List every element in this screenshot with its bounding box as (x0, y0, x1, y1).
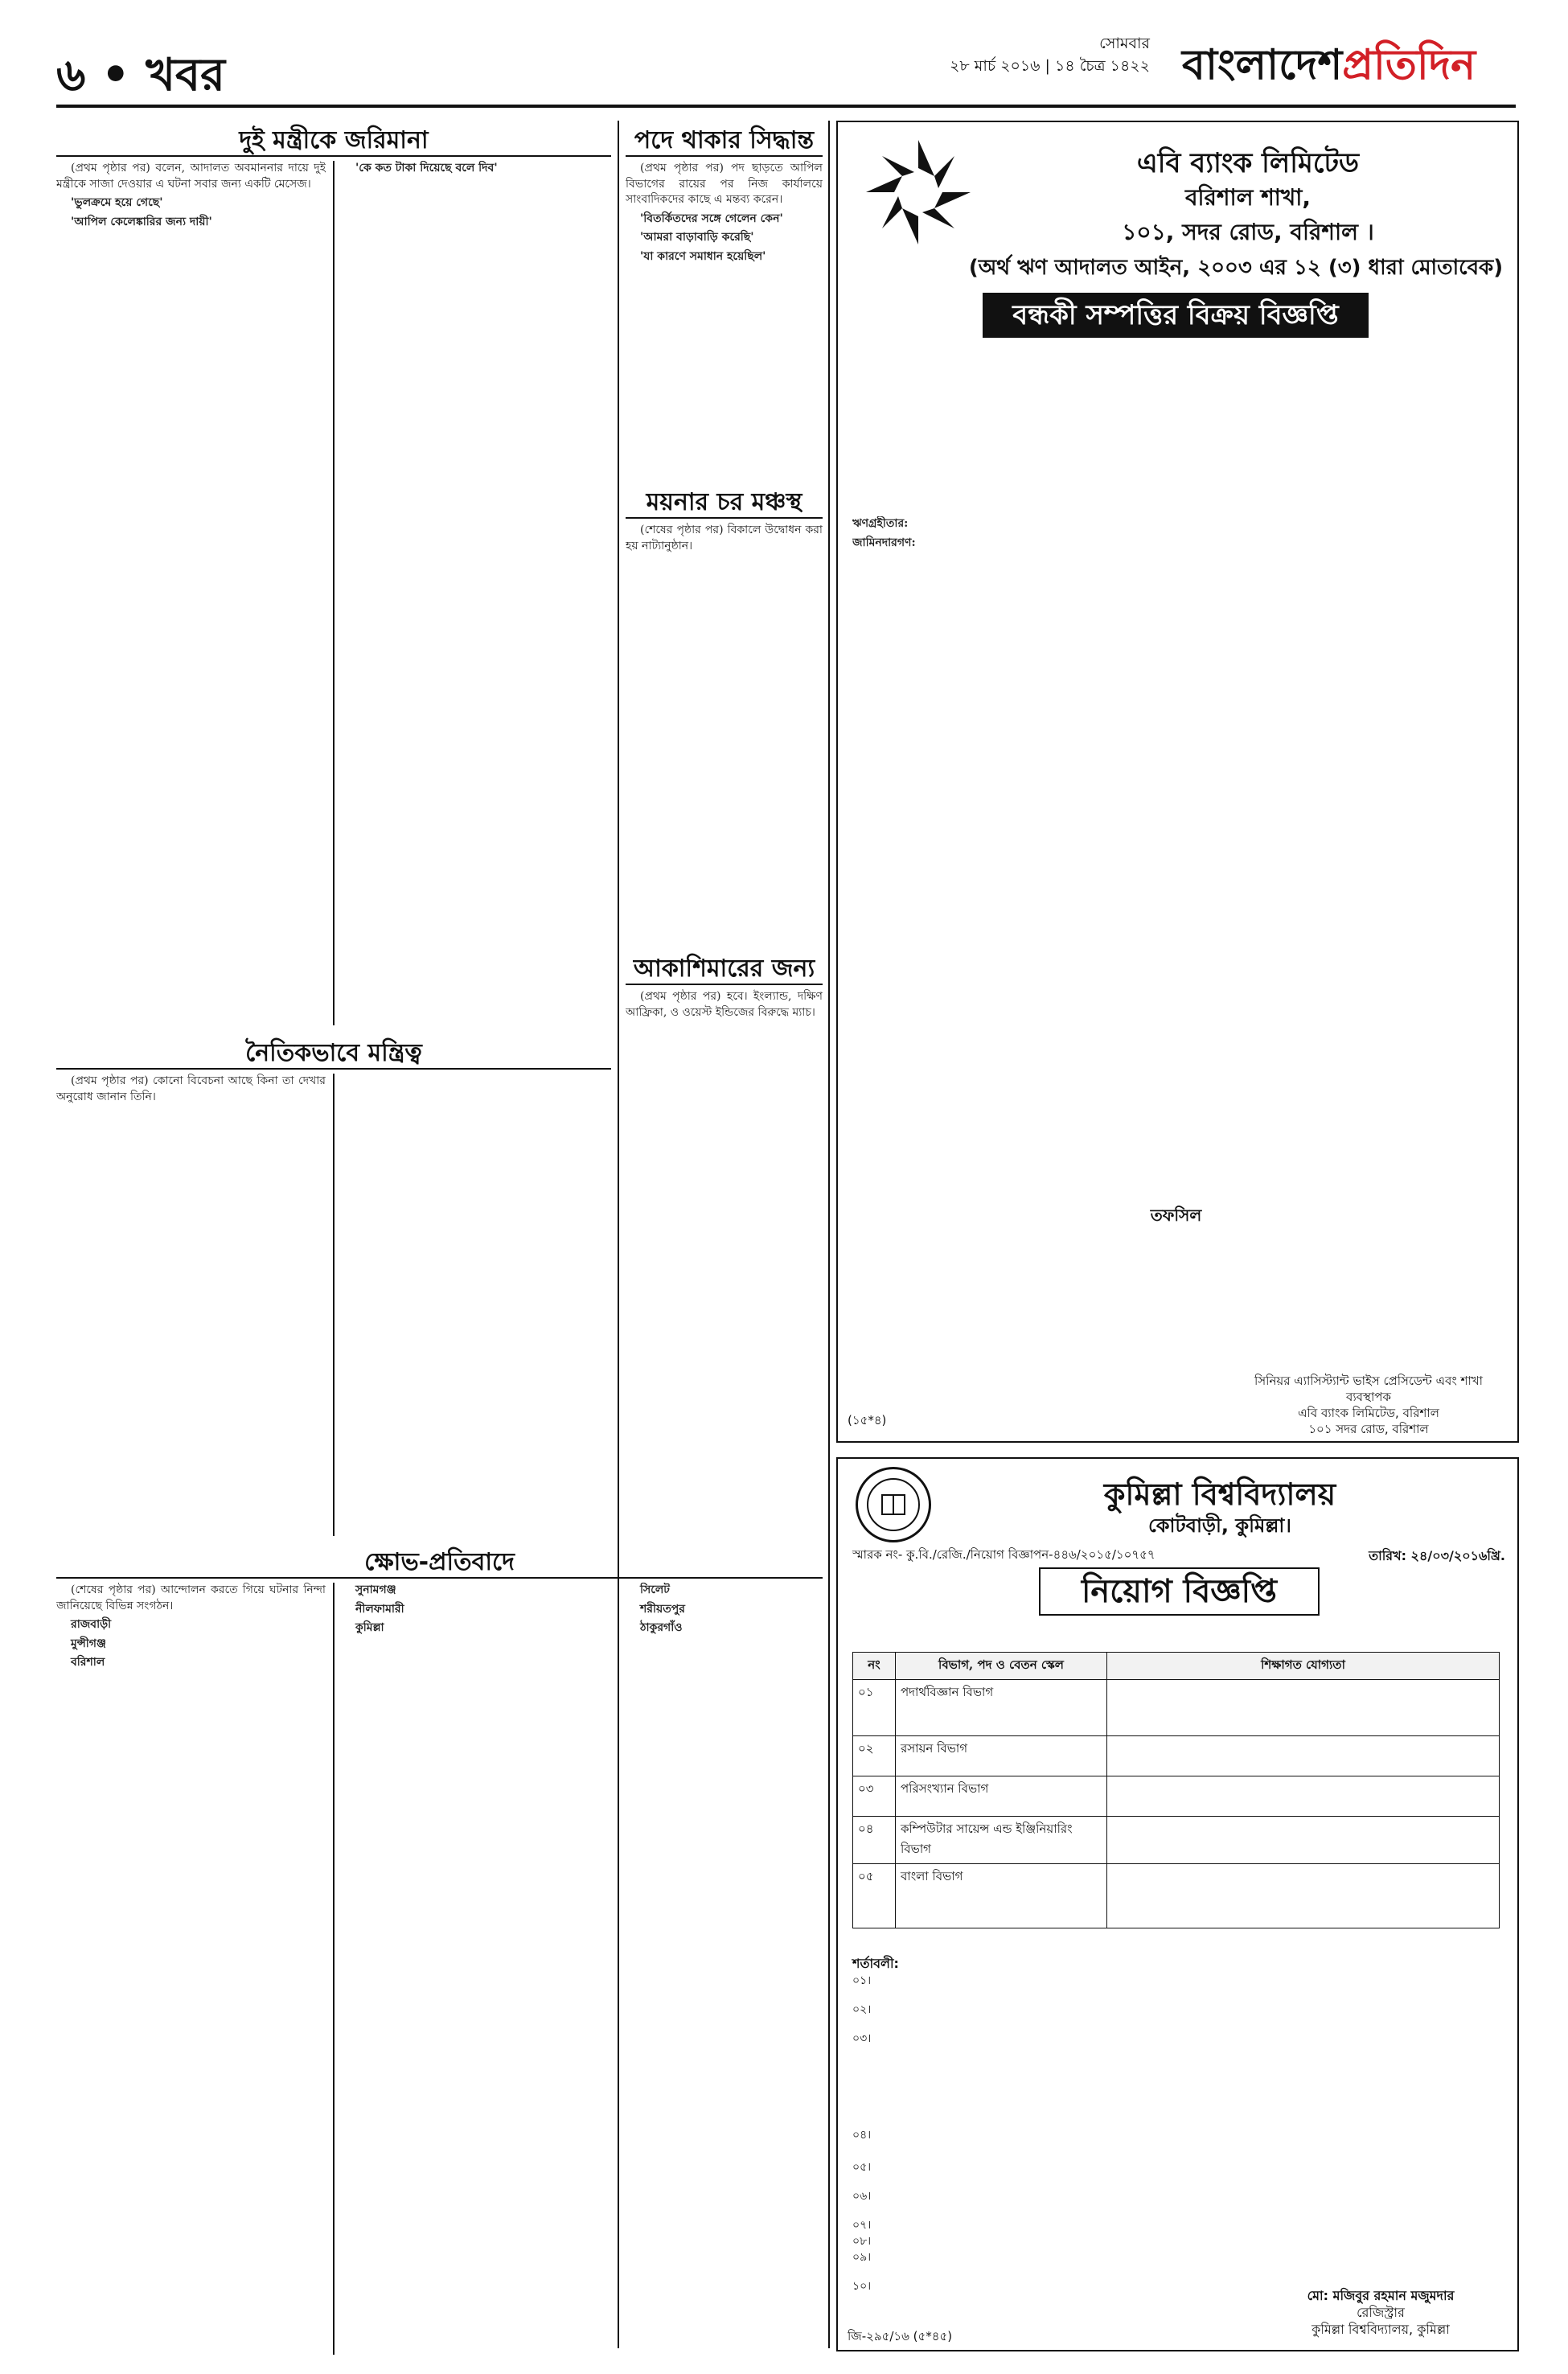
newspaper-logo (1182, 32, 1476, 102)
row-dept: রসায়ন বিভাগ (896, 1736, 1107, 1776)
article-body-3 (626, 523, 823, 945)
subhead: 'আমরা বাড়াবাড়ি করেছি' (640, 231, 754, 244)
conditions-heading: শর্তাবলী: (852, 1956, 899, 1971)
signatory-name: মো: মজিবুর রহমান মজুমদার (1307, 2288, 1455, 2303)
divider (626, 155, 823, 157)
university-location: কোটবাড়ী, কুমিল্লা। (1148, 1514, 1291, 1537)
dateline: মুন্সীগঞ্জ (71, 1637, 106, 1650)
debtor-heading: ঋণগ্রহীতার: (852, 517, 909, 530)
dateline: বরিশাল (71, 1656, 105, 1669)
article-title-5: নৈতিকভাবে মন্ত্রিত্ব (245, 1039, 422, 1067)
article-body-6c (626, 1583, 823, 2355)
column-rule (828, 121, 830, 2348)
signatory-title: রেজিস্ট্রার (1357, 2305, 1405, 2320)
article-lead: (শেষের পৃষ্ঠার পর) আন্দোলন করতে গিয়ে ঘটনার নিন্দা জানিয়েছে বিভিন্ন সংগঠন। (56, 1583, 326, 1612)
row-dept: পদার্থবিজ্ঞান বিভাগ (896, 1680, 1107, 1736)
article-body-2 (626, 161, 823, 478)
dateline: নীলফামারী (355, 1602, 404, 1616)
article-body-1a (56, 161, 326, 1025)
guarantor-heading: জামিনদারগণ: (852, 536, 916, 549)
bank-name: এবি ব্যাংক লিমিটেড (1136, 147, 1360, 179)
bank-logo (858, 132, 979, 253)
row-qualification (1107, 1864, 1500, 1928)
article-body-5b (341, 1074, 611, 1536)
recruitment-title: নিয়োগ বিজ্ঞপ্তি (1039, 1567, 1320, 1616)
article-body-1b (341, 161, 611, 1025)
schedule-title: তফসিল (1150, 1205, 1202, 1225)
article-body-5a (56, 1074, 326, 1536)
row-dept: পরিসংখ্যান বিভাগ (896, 1776, 1107, 1817)
row-number: ০২ (853, 1736, 896, 1776)
dateline: শরীয়তপুর (640, 1602, 685, 1616)
table-row (853, 1817, 1500, 1864)
notice-date: তারিখ: ২৪/০৩/২০১৬খ্রি. (1369, 1548, 1505, 1563)
condition-item: ০৪। (852, 2129, 872, 2142)
auction-banner: বন্ধকী সম্পত্তির বিক্রয় বিজ্ঞপ্তি (983, 293, 1369, 338)
article-title-6: ক্ষোভ-প্রতিবাদে (364, 1548, 515, 1576)
logo-main: বাংলাদেশ (1182, 41, 1343, 89)
article-body-6b (341, 1583, 611, 2355)
condition-item: ১০। (852, 2280, 872, 2293)
column-rule (333, 1074, 335, 1536)
condition-item: ০৯। (852, 2251, 872, 2264)
signatory-org: কুমিল্লা বিশ্ববিদ্যালয়, কুমিল্লা (1311, 2322, 1450, 2337)
article-title-1: দুই মন্ত্রীকে জরিমানা (239, 126, 429, 154)
divider (626, 984, 823, 985)
university-logo (856, 1467, 931, 1542)
law-reference: (অর্থ ঋণ আদালত আইন, ২০০৩ এর ১২ (৩) ধারা মোতাবেক) (968, 256, 1504, 280)
dateline: কুমিল্লা (355, 1621, 384, 1634)
divider (56, 1068, 611, 1070)
column-rule (333, 1583, 335, 2355)
section-title: ৬ • খবর (56, 49, 225, 101)
table-row (853, 1736, 1500, 1776)
article-title-2: পদে থাকার সিদ্ধান্ত (634, 126, 815, 154)
table-row (853, 1680, 1500, 1736)
condition-item: ০৭। (852, 2219, 872, 2232)
table-header: বিভাগ, পদ ও বেতন স্কেল (896, 1653, 1107, 1680)
auction-terms (852, 762, 1500, 1192)
ad-code: জি-২৯৫/১৬ (৫*৪৫) (848, 2329, 953, 2343)
article-lead: (শেষের পৃষ্ঠার পর) বিকালে উদ্বোধন করা হয় নাট্যানুষ্ঠান। (626, 524, 823, 552)
ad-intro (852, 1618, 1500, 1649)
logo-accent: প্রতিদিন (1342, 41, 1476, 89)
table-row (853, 1864, 1500, 1928)
subhead: 'ভুলক্রমে হয়ে গেছে' (71, 196, 163, 209)
signatory-block (1256, 2287, 1505, 2338)
dateline: ঠাকুরগাঁও (640, 1621, 683, 1634)
signatory-org: এবি ব্যাংক লিমিটেড, বরিশাল (1298, 1406, 1439, 1420)
row-number: ০৪ (853, 1817, 896, 1864)
bank-address: ১০১, সদর রোড, বরিশাল । (1122, 219, 1374, 245)
university-job-ad (836, 1457, 1519, 2351)
condition-item: ০১। (852, 1974, 872, 1987)
row-qualification (1107, 1776, 1500, 1817)
debtor-list (852, 516, 1500, 758)
notice-intro (852, 351, 1500, 512)
date-block (812, 32, 1150, 77)
subhead: 'কে কত টাকা দিয়েছে বলে দিব' (355, 162, 498, 175)
condition-item: ০২। (852, 2003, 872, 2016)
article-title-4: আকাশিমারের জন্য (633, 955, 815, 983)
row-qualification (1107, 1736, 1500, 1776)
divider (626, 517, 823, 519)
column-rule (333, 161, 335, 1025)
day-label: সোমবার (1099, 35, 1150, 52)
article-body-6a (56, 1583, 326, 2355)
column-rule (618, 121, 619, 2348)
subhead: 'বিতর্কিতদের সঙ্গে গেলেন কেন' (640, 212, 783, 225)
condition-item: ০৫। (852, 2161, 872, 2174)
table-header: নং (853, 1653, 896, 1680)
conditions-list (852, 1974, 1500, 2295)
ad-code: (১৫*৪) (848, 1413, 887, 1427)
bank-auction-ad (836, 121, 1519, 1443)
date-label: ২৮ মার্চ ২০১৬ | ১৪ চৈত্র ১৪২২ (950, 57, 1150, 75)
position-table (852, 1652, 1500, 1928)
condition-item: ০৬। (852, 2190, 872, 2203)
signatory-title: সিনিয়র এ্যাসিস্ট্যান্ট ভাইস প্রেসিডেন্ট এবং শাখা ব্যবস্থাপক (1254, 1374, 1484, 1404)
article-body-4 (626, 989, 823, 1456)
row-dept: কম্পিউটার সায়েন্স এন্ড ইঞ্জিনিয়ারিং বিভাগ (896, 1817, 1107, 1864)
row-qualification (1107, 1817, 1500, 1864)
row-dept: বাংলা বিভাগ (896, 1864, 1107, 1928)
article-lead: (প্রথম পৃষ্ঠার পর) কোনো বিবেচনা আছে কিনা তা দেখার অনুরোধ জানান তিনি। (56, 1074, 326, 1103)
subhead: 'যা কারণে সমাধান হয়েছিল' (640, 249, 766, 263)
row-number: ০১ (853, 1680, 896, 1736)
article-title-3: ময়নার চর মঞ্চস্থ (646, 488, 802, 516)
condition-item: ০৮। (852, 2235, 872, 2248)
dateline: সুনামগঞ্জ (355, 1583, 396, 1596)
table-header: শিক্ষাগত যোগ্যতা (1107, 1653, 1500, 1680)
article-lead: (প্রথম পৃষ্ঠার পর) হবে। ইংল্যান্ড, দক্ষিণ আফ্রিকা, ও ওয়েস্ট ইন্ডিজের বিরুদ্ধে ম্যাচ। (626, 990, 823, 1019)
university-name: কুমিল্লা বিশ্ববিদ্যালয় (1103, 1477, 1336, 1512)
table-row (853, 1776, 1500, 1817)
row-number: ০৫ (853, 1864, 896, 1928)
divider (56, 1577, 823, 1579)
dateline: রাজবাড়ী (71, 1618, 112, 1631)
subhead: 'আপিল কেলেঙ্কারির জন্য দায়ী' (71, 215, 212, 228)
dateline: সিলেট (640, 1583, 670, 1596)
memo-number: স্মারক নং- কু.বি./রেজি./নিয়োগ বিজ্ঞাপন-৪৪৬/২০১৫/১০৭৫৭ (852, 1547, 1155, 1562)
table-header-row (853, 1653, 1500, 1680)
divider (56, 155, 611, 157)
article-lead: (প্রথম পৃষ্ঠার পর) বলেন, আদালত অবমাননার দায়ে দুই মন্ত্রীকে সাজা দেওয়ার এ ঘটনা সবার জন্য একটি মেসেজ। (56, 162, 326, 191)
signatory-address: ১০১ সদর রোড, বরিশাল (1308, 1422, 1429, 1436)
masthead-rule (56, 105, 1516, 108)
article-lead: (প্রথম পৃষ্ঠার পর) পদ ছাড়তে আপিল বিভাগের রায়ের পর নিজ কার্যালয়ে সাংবাদিকদের কাছে এ মন্তব্য করেন। (626, 162, 823, 206)
property-schedule (852, 1232, 1500, 1365)
row-number: ০৩ (853, 1776, 896, 1817)
position-table-wrap (852, 1652, 1500, 1928)
condition-item: ০৩। (852, 2032, 872, 2045)
signature-block (1232, 1373, 1505, 1437)
branch-name: বরিশাল শাখা, (1184, 184, 1311, 211)
row-qualification (1107, 1680, 1500, 1736)
